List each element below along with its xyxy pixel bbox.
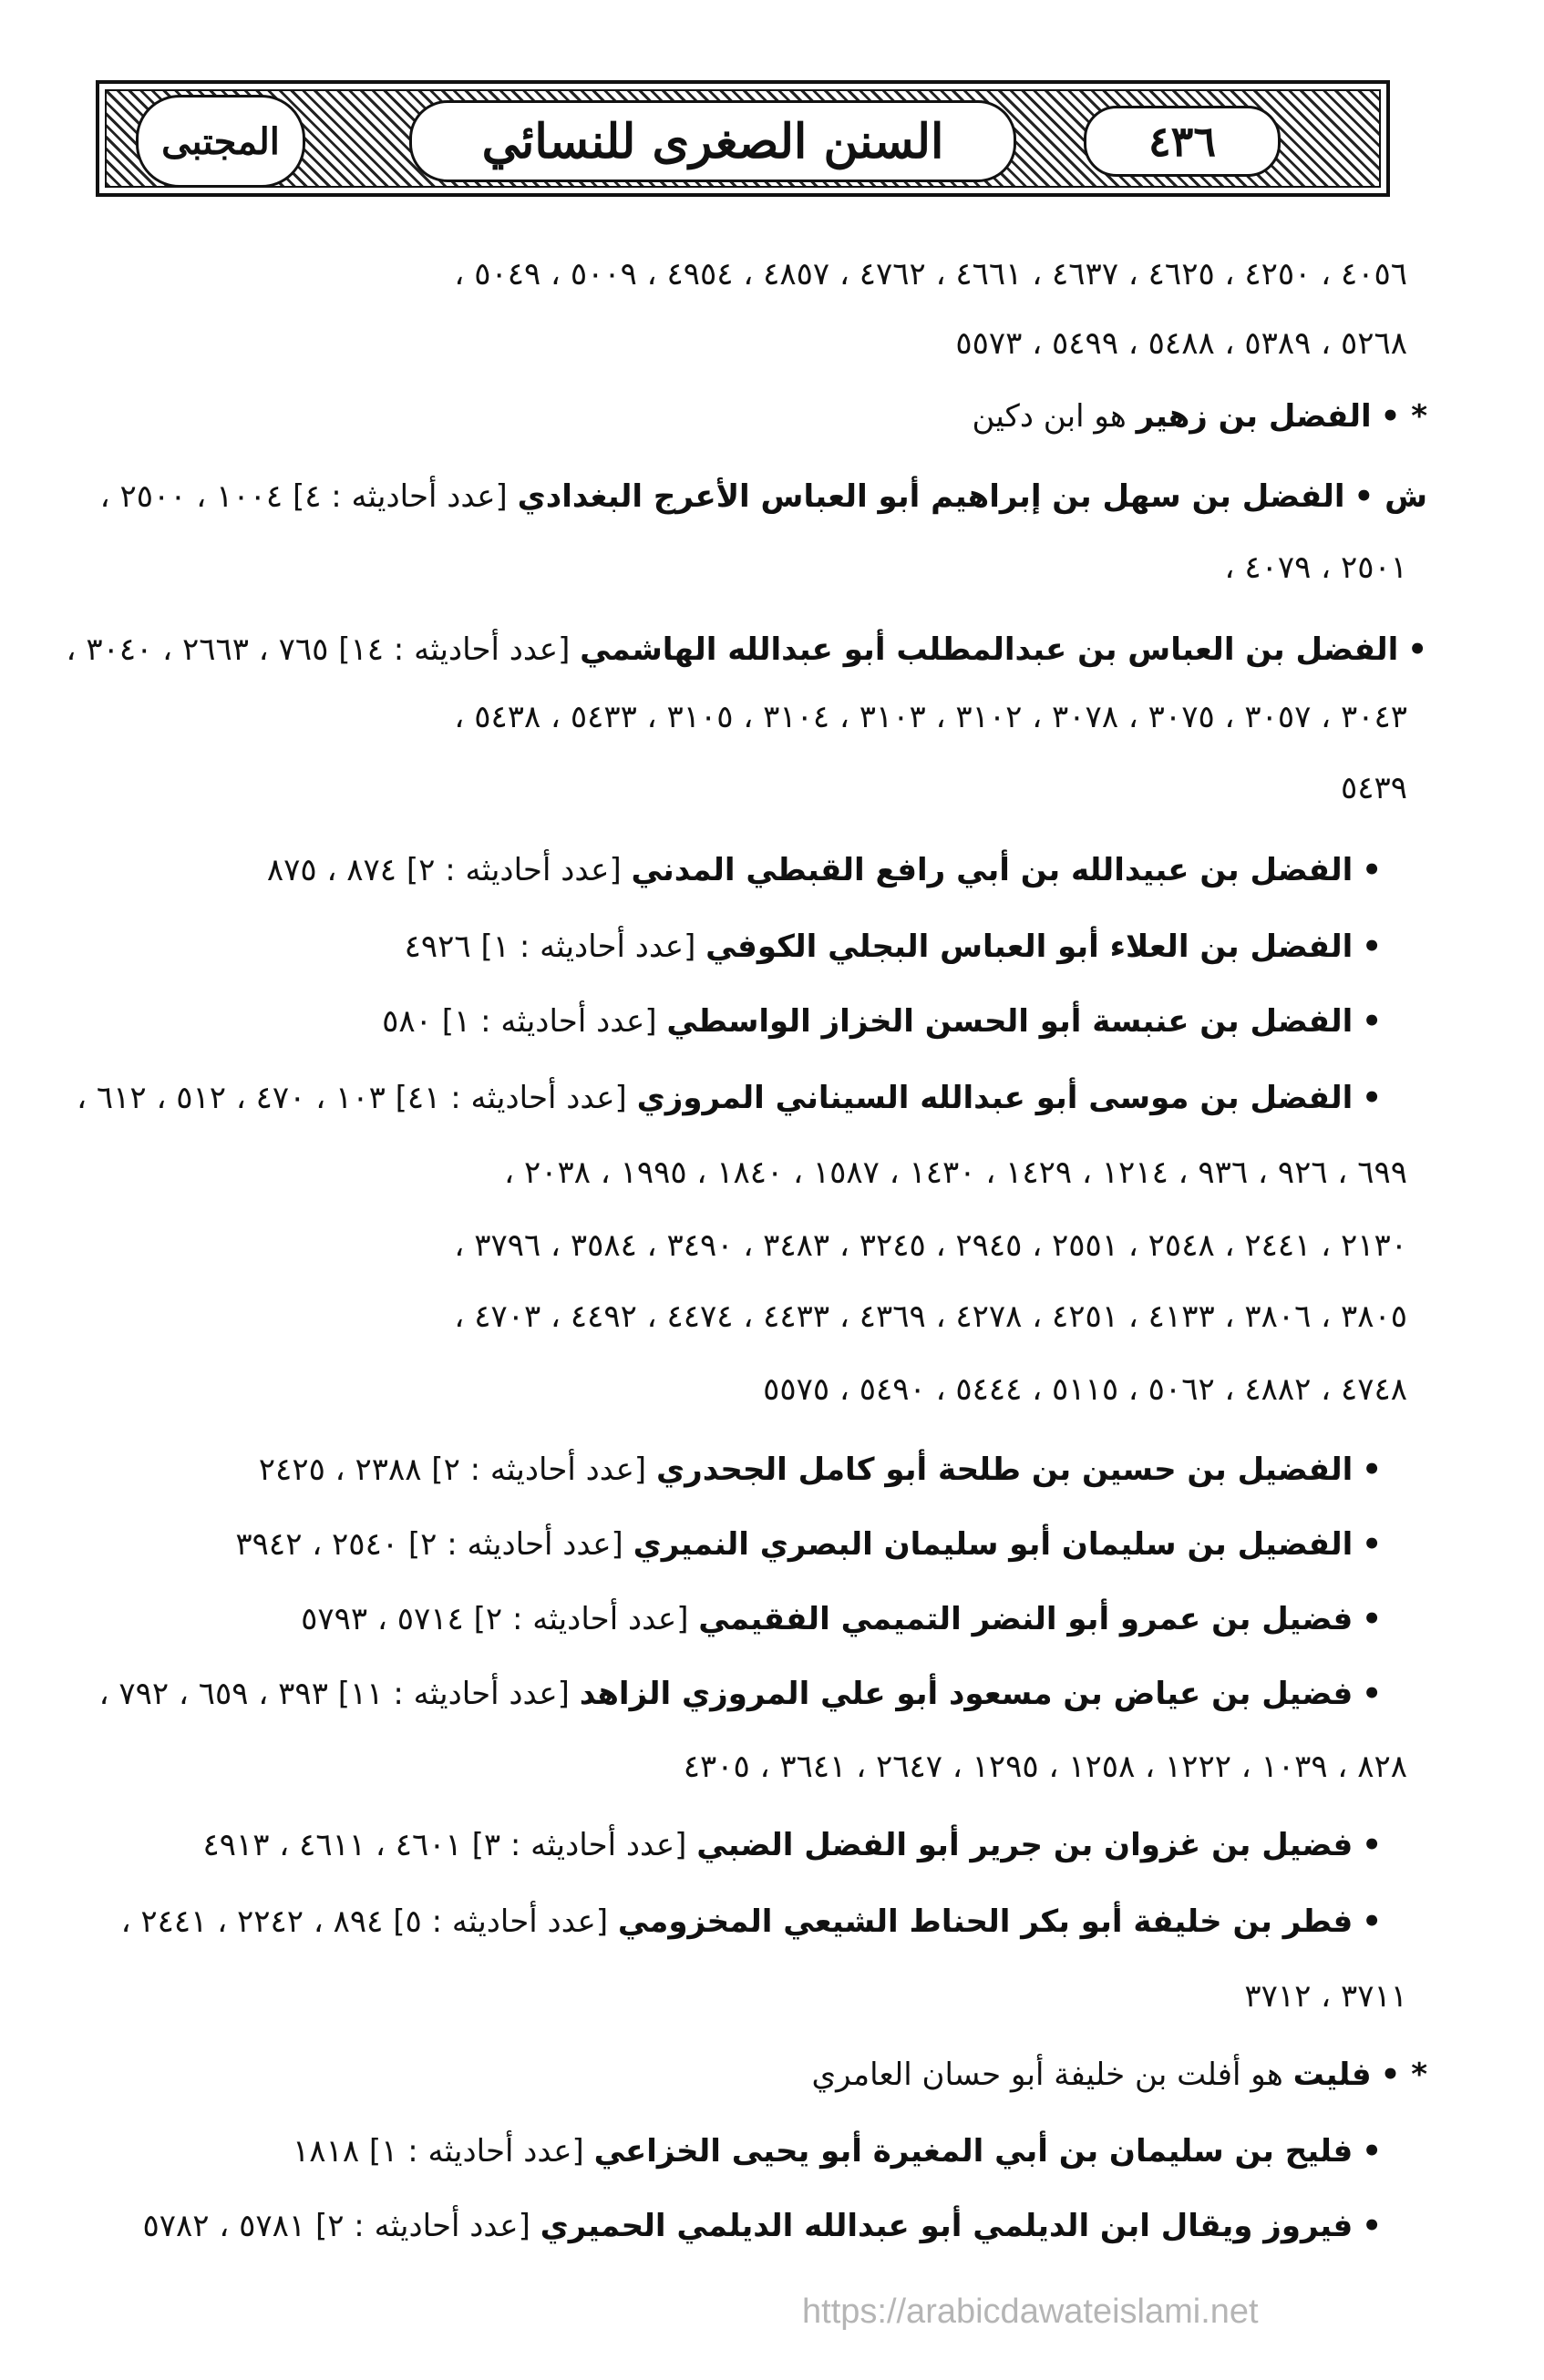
entry-text: [عدد أحاديثه : ٣] ٤٦٠١ ، ٤٦١١ ، ٤٩١٣ [202,1827,697,1863]
entry-line [109,1596,1382,1642]
entry-line [109,394,1427,439]
entry-marker: ش • [1354,478,1427,515]
narrator-name: الفضيل بن حسين بن طلحة أبو كامل الجحدري [655,1452,1354,1488]
entry-line [109,924,1382,969]
entry-text: [عدد أحاديثه : ٤١] ١٠٣ ، ٤٧٠ ، ٥١٢ ، ٦١٢ ، [77,1080,637,1116]
text-line: ٣٧١١ ، ٣٧١٢ [1244,1978,1407,2015]
entry-line [77,1075,1382,1121]
narrator-name: الفضل بن موسى أبو عبدالله السيناني المروزي [636,1080,1354,1116]
narrator-name: الفضل بن العلاء أبو العباس البجلي الكوفي [705,928,1354,965]
text-line: ٨٢٨ ، ١٠٣٩ ، ١٢٢٢ ، ١٢٥٨ ، ١٢٩٥ ، ٢٦٤٧ ، ٣٦٤١ ، ٤٣٠٥ [683,1749,1407,1785]
entry-marker: • [1362,1526,1382,1563]
narrator-name: فليت [1292,2057,1372,2093]
entry-marker: • [1362,928,1382,965]
entry-text: [عدد أحاديثه : ١٤] ٧٦٥ ، ٢٦٦٣ ، ٣٠٤٠ ، [66,631,581,668]
entry-marker: • [1362,2133,1382,2170]
entry-line [66,627,1427,672]
entry-line [109,2203,1382,2249]
badge-text: المجتبى [161,119,280,163]
narrator-name: فضيل بن عياض بن مسعود أبو علي المروزي الزاهد [579,1676,1354,1712]
narrator-name: الفضيل بن سليمان أبو سليمان البصري النميري [633,1526,1354,1563]
entry-line [109,1522,1382,1567]
narrator-name: فيروز ويقال ابن الديلمي أبو عبدالله الديلمي الحميري [540,2208,1354,2244]
entry-line [109,2052,1427,2098]
entry-marker: * • [1380,2057,1427,2093]
entry-text: هو ابن دكين [972,398,1137,435]
entry-marker: * • [1380,398,1427,435]
entry-text: [عدد أحاديثه : ٥] ٨٩٤ ، ٢٢٤٢ ، ٢٤٤١ ، [120,1903,618,1940]
entry-line [109,2129,1382,2174]
text-line: ٥٤٣٩ [1340,770,1407,806]
entry-marker: • [1362,1601,1382,1637]
entry-line [109,1822,1382,1868]
narrator-name: الفضل بن زهير [1136,398,1372,435]
narrator-name: فضيل بن غزوان بن جرير أبو الفضل الضبي [696,1827,1354,1863]
entry-text: [عدد أحاديثه : ٢] ٨٧٤ ، ٨٧٥ [266,852,632,888]
text-line: ٤٠٥٦ ، ٤٢٥٠ ، ٤٦٢٥ ، ٤٦٣٧ ، ٤٦٦١ ، ٤٧٦٢ ، ٤٨٥٧ ، ٤٩٥٤ ، ٥٠٠٩ ، ٥٠٤٩ ، [454,256,1407,292]
entry-text: [عدد أحاديثه : ٢] ٢٣٨٨ ، ٢٤٢٥ [258,1452,656,1488]
entry-line [109,1447,1382,1493]
narrator-name: الفضل بن العباس بن عبدالمطلب أبو عبدالله الهاشمي [580,631,1399,668]
entry-line [98,1671,1382,1717]
narrator-name: فطر بن خليفة أبو بكر الحناط الشيعي المخزومي [617,1903,1354,1940]
entry-line [109,999,1382,1044]
entry-marker: • [1362,1676,1382,1712]
narrator-name: الفضل بن عنبسة أبو الحسن الخزاز الواسطي [666,1003,1354,1040]
text-line: ٦٩٩ ، ٩٢٦ ، ٩٣٦ ، ١٢١٤ ، ١٤٢٩ ، ١٤٣٠ ، ١٥٨٧ ، ١٨٤٠ ، ١٩٩٥ ، ٢٠٣٨ ، [504,1154,1407,1191]
text-line: ٣٠٤٣ ، ٣٠٥٧ ، ٣٠٧٥ ، ٣٠٧٨ ، ٣١٠٢ ، ٣١٠٣ ، ٣١٠٤ ، ٣١٠٥ ، ٥٤٣٣ ، ٥٤٣٨ ، [454,699,1407,735]
narrator-name: فليح بن سليمان بن أبي المغيرة أبو يحيى الخزاعي [593,2133,1354,2170]
book-badge [136,95,305,188]
page-number-cartouche [1084,106,1281,177]
entry-line [109,1899,1382,1944]
entry-marker: • [1362,1452,1382,1488]
entry-text: [عدد أحاديثه : ٢] ٢٥٤٠ ، ٣٩٤٢ [235,1526,633,1563]
entry-line [109,847,1382,893]
narrator-name: فضيل بن عمرو أبو النضر التميمي الفقيمي [698,1601,1354,1637]
entry-marker: • [1362,1827,1382,1863]
narrator-name: الفضل بن عبيدالله بن أبي رافع القبطي المدني [631,852,1354,888]
entry-text: هو أفلت بن خليفة أبو حسان العامري [811,2057,1293,2093]
entry-text: [عدد أحاديثه : ١] ١٨١٨ [293,2133,594,2170]
book-title: السنن الصغرى للنسائي [481,113,944,169]
entry-text: [عدد أحاديثه : ١] ٤٩٢٦ [404,928,706,965]
entry-text: [عدد أحاديثه : ١] ٥٨٠ [382,1003,667,1040]
title-cartouche [409,100,1016,182]
text-line: ٢٥٠١ ، ٤٠٧٩ ، [1224,549,1407,586]
entry-marker: • [1407,631,1427,668]
entry-marker: • [1362,1080,1382,1116]
text-line: ٤٧٤٨ ، ٤٨٨٢ ، ٥٠٦٢ ، ٥١١٥ ، ٥٤٤٤ ، ٥٤٩٠ ، ٥٥٧٥ [763,1371,1407,1408]
text-line: ٥٢٦٨ ، ٥٣٨٩ ، ٥٤٨٨ ، ٥٤٩٩ ، ٥٥٧٣ [955,325,1407,362]
text-line: ٢١٣٠ ، ٢٤٤١ ، ٢٥٤٨ ، ٢٥٥١ ، ٢٩٤٥ ، ٣٢٤٥ ، ٣٤٨٣ ، ٣٤٩٠ ، ٣٥٨٤ ، ٣٧٩٦ ، [454,1227,1407,1264]
entry-marker: • [1362,2208,1382,2244]
entry-line [99,474,1427,519]
narrator-name: الفضل بن سهل بن إبراهيم أبو العباس الأعرج البغدادي [517,478,1345,515]
entry-marker: • [1362,1003,1382,1040]
entry-text: [عدد أحاديثه : ١١] ٣٩٣ ، ٦٥٩ ، ٧٩٢ ، [98,1676,580,1712]
entry-marker: • [1362,1903,1382,1940]
entry-text: [عدد أحاديثه : ٢] ٥٧٨١ ، ٥٧٨٢ [142,2208,540,2244]
watermark-url: https://arabicdawateislami.net [802,2293,1259,2331]
entry-text: [عدد أحاديثه : ٤] ١٠٠٤ ، ٢٥٠٠ ، [99,478,518,515]
page-number: ٤٣٦ [1148,117,1217,166]
page-header [96,80,1390,197]
entry-text: [عدد أحاديثه : ٢] ٥٧١٤ ، ٥٧٩٣ [301,1601,699,1637]
entry-marker: • [1362,852,1382,888]
text-line: ٣٨٠٥ ، ٣٨٠٦ ، ٤١٣٣ ، ٤٢٥١ ، ٤٢٧٨ ، ٤٣٦٩ ، ٤٤٣٣ ، ٤٤٧٤ ، ٤٤٩٢ ، ٤٧٠٣ ، [454,1298,1407,1335]
